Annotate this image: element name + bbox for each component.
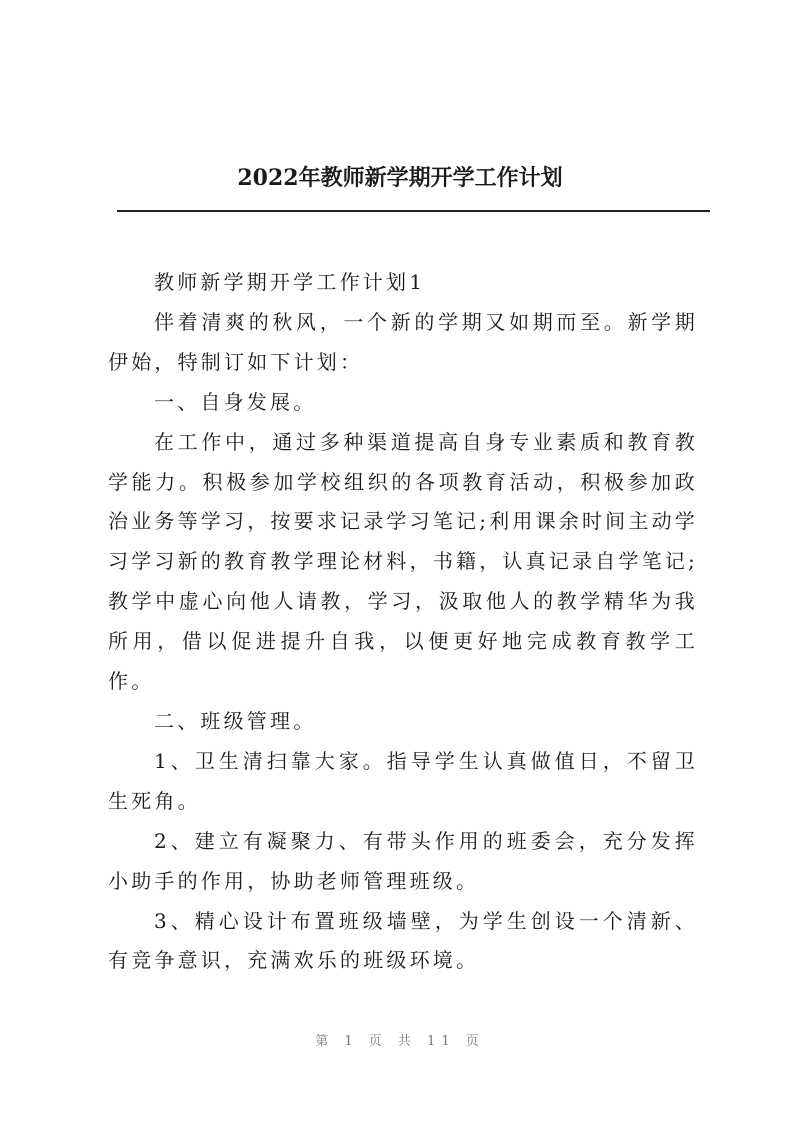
document-body — [108, 263, 698, 981]
document-title: 2022年教师新学期开学工作计划 — [237, 165, 563, 191]
paragraph: 伴着清爽的秋风，一个新的学期又如期而至。新学期伊始，特制订如下计划： — [108, 309, 698, 374]
list-item: 2、建立有凝聚力、有带头作用的班委会，充分发挥小助手的作用，协助老师管理班级。 — [108, 828, 698, 893]
list-item: 3、精心设计布置班级墙壁，为学生创设一个清新、有竞争意识，充满欢乐的班级环境。 — [108, 908, 698, 973]
paragraph: 在工作中，通过多种渠道提高自身专业素质和教育教学能力。积极参加学校组织的各项教育活动，积极参加政治业务等学习，按要求记录学习笔记;利用课余时间主动学习学习新的教育教学理论材料，书籍，认真记录自学笔记;教学中虚心向他人请教，学习，汲取他人的教学精华为我所用，借以促进提升自我，以便更好地完成教育教学工作。 — [108, 429, 698, 694]
page-footer: 第 1 页 共 11 页 — [315, 1034, 485, 1049]
list-item: 1、卫生清扫靠大家。指导学生认真做值日，不留卫生死角。 — [108, 748, 698, 813]
paragraph-heading: 教师新学期开学工作计划1 — [154, 270, 426, 294]
title-divider — [117, 210, 710, 212]
section-heading: 二、班级管理。 — [154, 708, 317, 733]
section-heading: 一、自身发展。 — [154, 389, 317, 414]
